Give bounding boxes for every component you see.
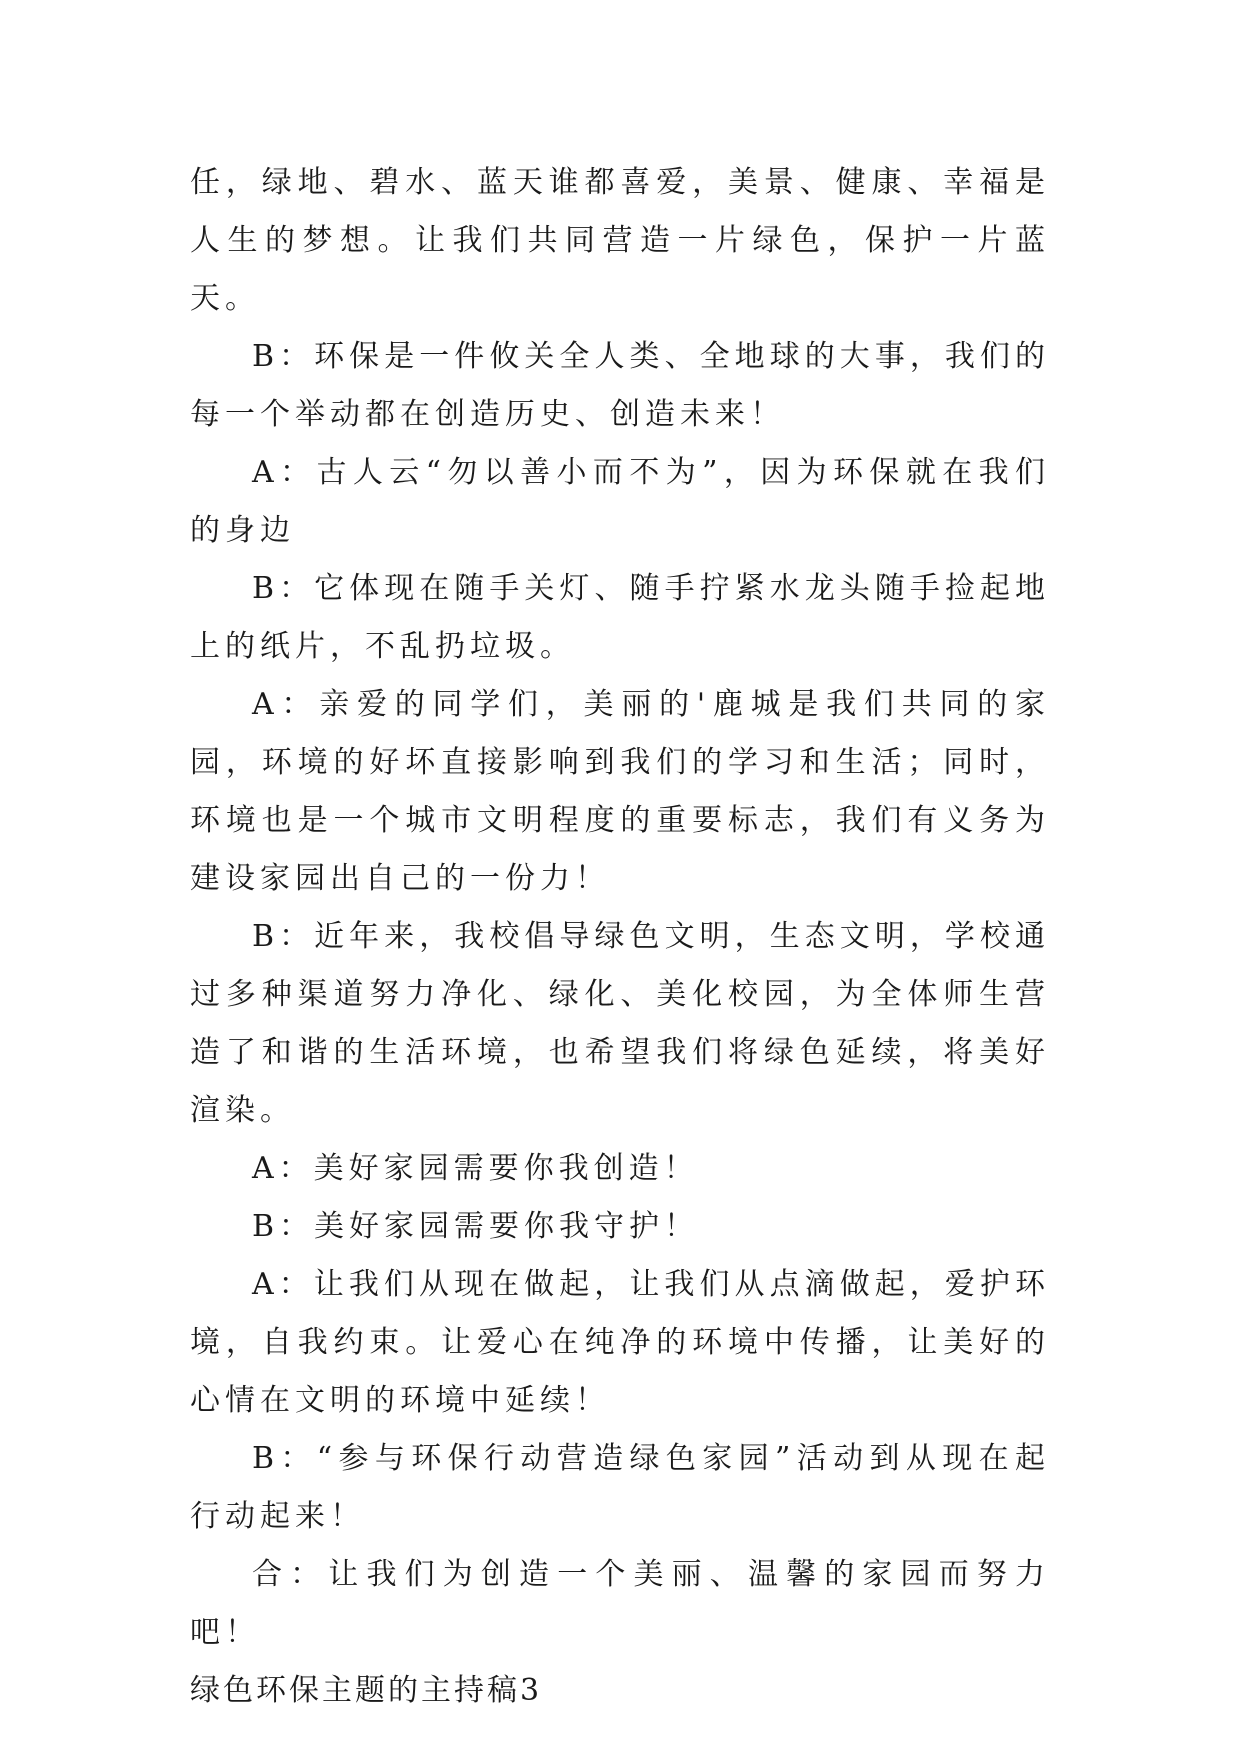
section-heading: 绿色环保主题的主持稿3 — [190, 1673, 543, 1708]
paragraph: B：环保是一件攸关全人类、全地球的大事，我们的每一个举动都在创造历史、创造未来！ — [190, 339, 1050, 432]
paragraph: B：它体现在随手关灯、随手拧紧水龙头随手捡起地上的纸片，不乱扔垃圾。 — [190, 571, 1050, 664]
document-body — [190, 154, 1050, 1720]
paragraph: A：亲爱的同学们，美丽的'鹿城是我们共同的家园，环境的好坏直接影响到我们的学习和生活；同时，环境也是一个城市文明程度的重要标志，我们有义务为建设家园出自己的一份力！ — [190, 687, 1050, 896]
paragraph: 任，绿地、碧水、蓝天谁都喜爱，美景、健康、幸福是人生的梦想。让我们共同营造一片绿色，保护一片蓝天。 — [190, 165, 1050, 316]
paragraph: B：美好家园需要你我守护！ — [252, 1209, 700, 1244]
paragraph: A：美好家园需要你我创造！ — [252, 1151, 699, 1186]
paragraph: 合：让我们为创造一个美丽、温馨的家园而努力吧！ — [190, 1557, 1050, 1650]
paragraph: A：让我们从现在做起，让我们从点滴做起，爱护环境，自我约束。让爱心在纯净的环境中传播，让美好的心情在文明的环境中延续！ — [190, 1267, 1050, 1418]
paragraph: B：“参与环保行动营造绿色家园”活动到从现在起行动起来！ — [190, 1441, 1050, 1534]
paragraph: A：古人云“勿以善小而不为”，因为环保就在我们的身边 — [190, 455, 1050, 548]
paragraph: B：近年来，我校倡导绿色文明，生态文明，学校通过多种渠道努力净化、绿化、美化校园，为全体师生营造了和谐的生活环境，也希望我们将绿色延续，将美好渲染。 — [190, 919, 1050, 1128]
